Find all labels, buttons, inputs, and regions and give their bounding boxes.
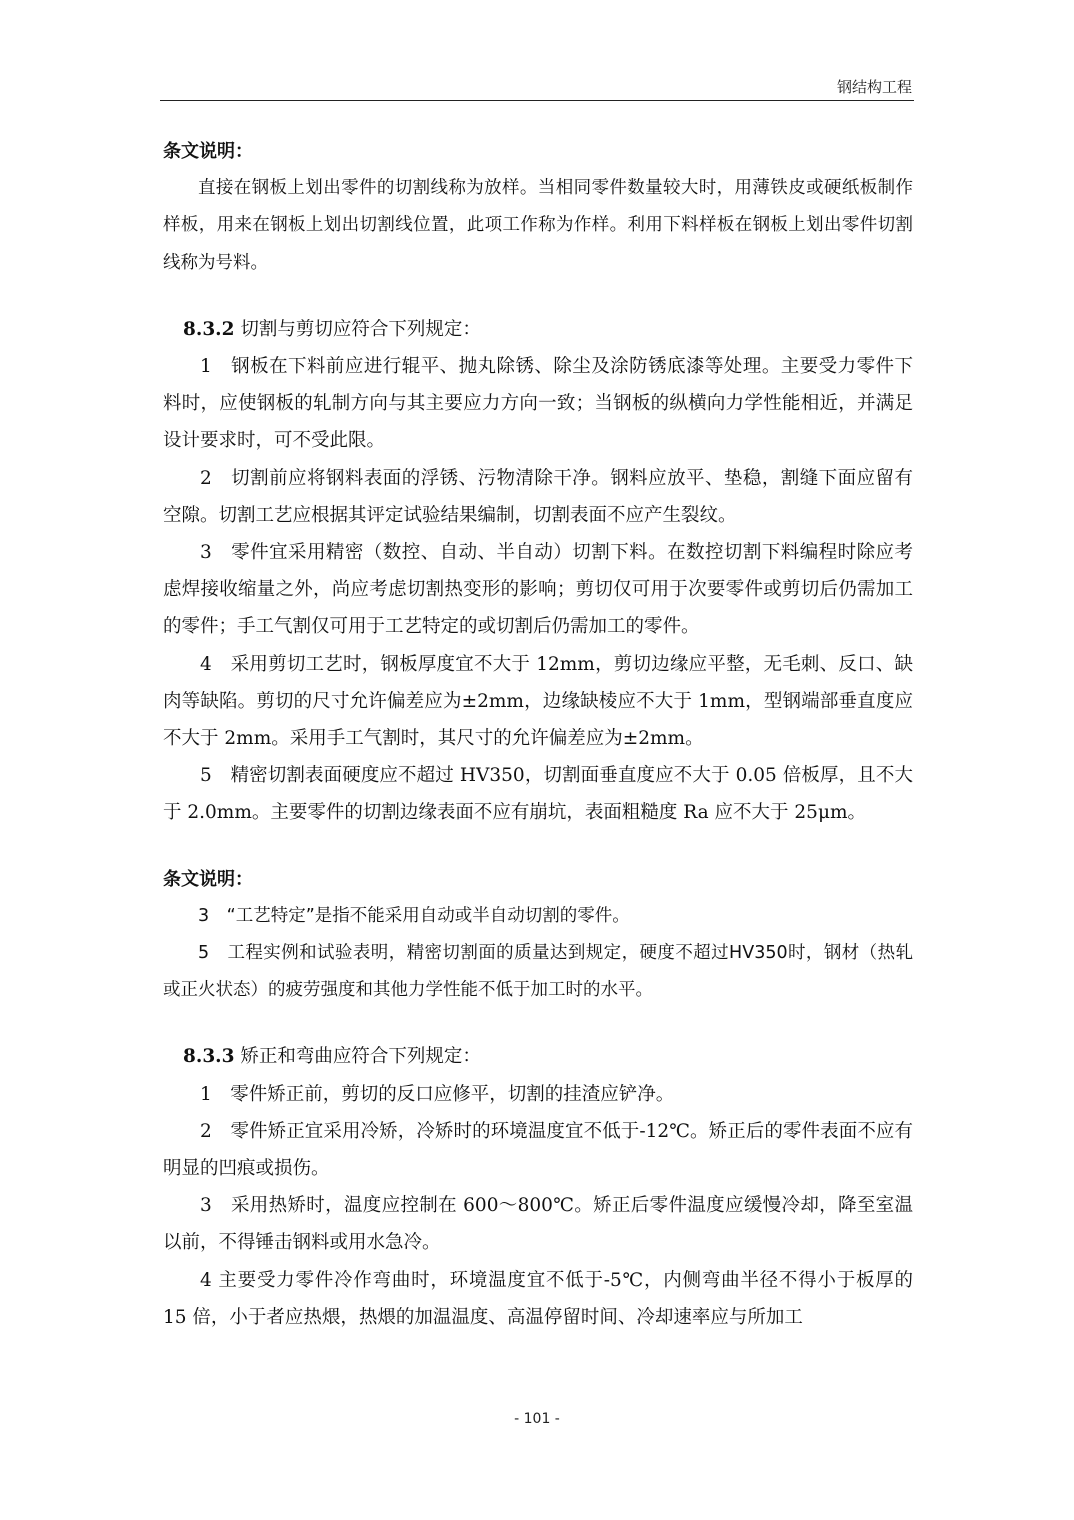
clause-item: 1 零件矫正前，剪切的反口应修平，切割的挂渣应铲净。 xyxy=(200,1083,675,1105)
page-header xyxy=(160,78,914,101)
clause-item: 2 零件矫正宜采用冷矫，冷矫时的环境温度宜不低于-12℃。矫正后的零件表面不应有明显的凹痕或损伤。 xyxy=(163,1120,913,1180)
page-content xyxy=(163,133,913,1336)
clause-item: 2 切割前应将钢料表面的浮锈、污物清除干净。钢料应放平、垫稳，割缝下面应留有空隙。切割工艺应根据其评定试验结果编制，切割表面不应产生裂纹。 xyxy=(163,467,913,526)
section-heading-8-3-2 xyxy=(163,311,913,348)
page-number: - 101 - xyxy=(514,1411,560,1427)
note-heading: 条文说明： xyxy=(163,868,253,890)
note-heading: 条文说明： xyxy=(163,141,253,162)
section-number: 8.3.2 xyxy=(183,318,235,340)
note-item: 3 “工艺特定”是指不能采用自动或半自动切割的零件。 xyxy=(198,905,630,926)
clause-item: 1 钢板在下料前应进行辊平、抛丸除锈、除尘及涂防锈底漆等处理。主要受力零件下料时，应使钢板的轧制方向与其主要应力方向一致；当钢板的纵横向力学性能相近，并满足设计要求时，可不受此限。 xyxy=(163,356,913,452)
clause-item: 5 精密切割表面硬度应不超过 HV350，切割面垂直度应不大于 0.05 倍板厚，且不大于 2.0mm。主要零件的切割边缘表面不应有崩坑，表面粗糙度 Ra 应不大于 25μm。 xyxy=(163,765,913,824)
section-heading-8-3-3 xyxy=(163,1038,913,1075)
clause-item: 4 采用剪切工艺时，钢板厚度宜不大于 12mm，剪切边缘应平整，无毛刺、反口、缺肉等缺陷。剪切的尺寸允许偏差应为±2mm，边缘缺棱应不大于 1mm，型钢端部垂直度应不大于 2mm。采用手工气割时，其尺寸的允许偏差应为±2mm。 xyxy=(163,653,913,750)
note-paragraph: 直接在钢板上划出零件的切割线称为放样。当相同零件数量较大时，用薄铁皮或硬纸板制作样板，用来在钢板上划出切割线位置，此项工作称为作样。利用下料样板在钢板上划出零件切割线称为号料。 xyxy=(163,178,913,273)
clause-item: 3 零件宜采用精密（数控、自动、半自动）切割下料。在数控切割下料编程时除应考虑焊接收缩量之外，尚应考虑切割热变形的影响；剪切仅可用于次要零件或剪切后仍需加工的零件；手工气割仅可用于工艺特定的或切割后仍需加工的零件。 xyxy=(163,542,913,638)
section-title: 矫正和弯曲应符合下列规定： xyxy=(234,1046,481,1068)
clause-item: 3 采用热矫时，温度应控制在 600～800℃。矫正后零件温度应缓慢冷却，降至室温以前，不得锤击钢料或用水急冷。 xyxy=(163,1195,913,1254)
header-title: 钢结构工程 xyxy=(836,78,912,96)
clause-item: 4 主要受力零件冷作弯曲时，环境温度宜不低于-5℃，内侧弯曲半径不得小于板厚的 15 倍，小于者应热煨，热煨的加温温度、高温停留时间、冷却速率应与所加工 xyxy=(163,1269,913,1328)
section-title: 切割与剪切应符合下列规定： xyxy=(234,318,481,340)
note-item: 5 工程实例和试验表明，精密切割面的质量达到规定，硬度不超过HV350时，钢材（热轧或正火状态）的疲劳强度和其他力学性能不低于加工时的水平。 xyxy=(163,943,913,1001)
section-number: 8.3.3 xyxy=(183,1046,235,1068)
